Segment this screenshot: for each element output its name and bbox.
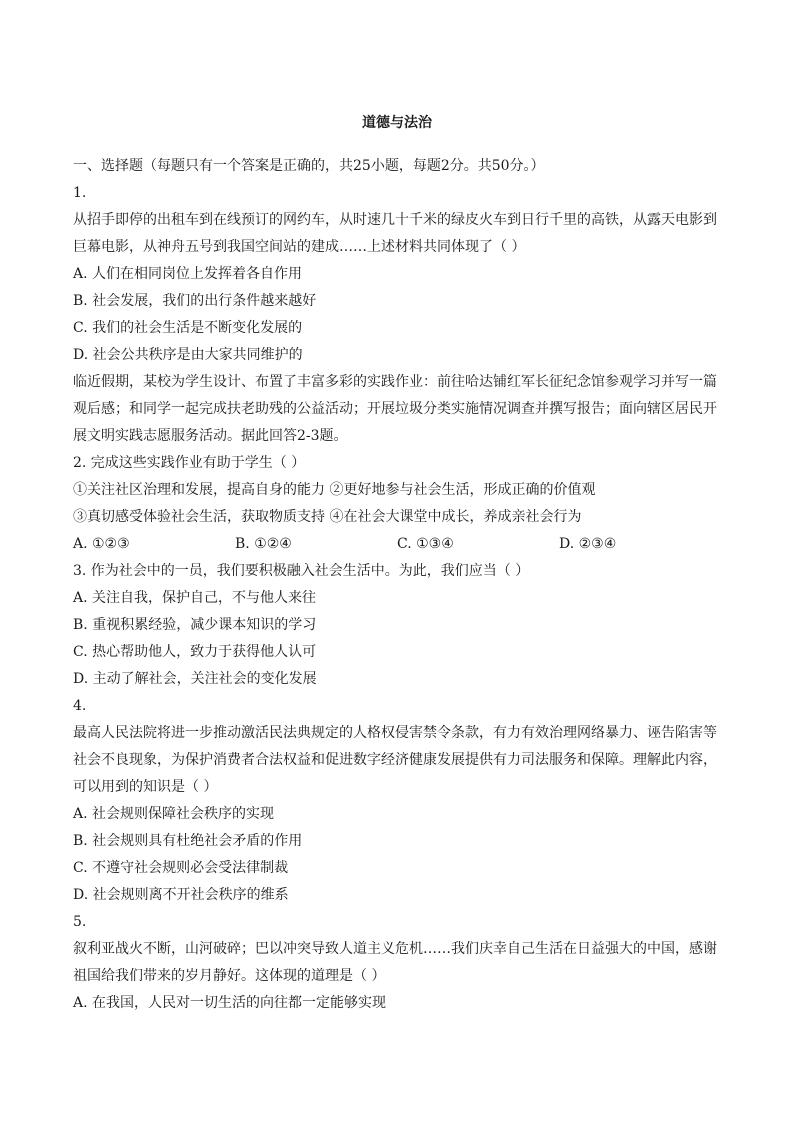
option-d: D. 主动了解社会，关注社会的变化发展 — [73, 671, 317, 687]
question-stem: 3. 作为社会中的一员，我们要积极融入社会生活中。为此，我们应当（ ） — [73, 563, 530, 579]
option-b: B. ①②④ — [235, 536, 292, 552]
option-c: C. 热心帮助他人，致力于获得他人认可 — [73, 644, 317, 660]
question-stem-line: 可以用到的知识是（ ） — [73, 779, 218, 795]
section-header: 一、选择题（每题只有一个答案是正确的，共25小题，每题2分。共50分。） — [73, 158, 545, 174]
material-line: 展文明实践志愿服务活动。据此回答2-3题。 — [73, 428, 348, 444]
question-4 — [73, 693, 721, 909]
question-stem-line: 社会不良现象，为保护消费者合法权益和促进数字经济健康发展提供有力司法服务和保障。理解此内容， — [73, 752, 717, 768]
option-b: B. 重视积累经验，减少课本知识的学习 — [73, 617, 317, 633]
option-a: A. 社会规则保障社会秩序的实现 — [73, 806, 275, 822]
option-b: B. 社会发展，我们的出行条件越来越好 — [73, 293, 317, 309]
option-a: A. 在我国，人民对一切生活的向往都一定能够实现 — [73, 995, 387, 1011]
question-number: 1. — [73, 185, 87, 201]
question-stem-line: 从招手即停的出租车到在线预订的网约车，从时速几十千米的绿皮火车到日行千里的高铁，从露天电影到 — [73, 212, 717, 228]
question-number: 4. — [73, 698, 87, 714]
question-3 — [73, 558, 721, 693]
question-5 — [73, 909, 721, 1017]
question-stem-line: 最高人民法院将进一步推动激活民法典规定的人格权侵害禁令条款，有力有效治理网络暴力、诬告陷害等 — [73, 725, 717, 741]
option-d: D. 社会规则离不开社会秩序的维系 — [73, 887, 289, 903]
option-b: B. 社会规则具有杜绝社会矛盾的作用 — [73, 833, 303, 849]
statement-line: ①关注社区治理和发展，提高自身的能力 ②更好地参与社会生活，形成正确的价值观 — [73, 482, 596, 498]
document-content — [73, 153, 721, 1017]
question-1 — [73, 180, 721, 369]
option-a: A. 关注自我，保护自己，不与他人来往 — [73, 590, 317, 606]
option-c: C. 我们的社会生活是不断变化发展的 — [73, 320, 303, 336]
shared-material — [73, 369, 721, 450]
material-line: 临近假期，某校为学生设计、布置了丰富多彩的实践作业：前往哈达铺红军长征纪念馆参观学习并写一篇 — [73, 374, 717, 390]
option-c: C. ①③④ — [397, 536, 454, 552]
option-a: A. ①②③ — [73, 536, 130, 552]
question-stem-line: 巨幕电影，从神舟五号到我国空间站的建成……上述材料共同体现了（ ） — [73, 239, 526, 255]
option-a: A. 人们在相同岗位上发挥着各自作用 — [73, 266, 303, 282]
option-d: D. 社会公共秩序是由大家共同维护的 — [73, 347, 303, 363]
page-title: 道德与法治 — [362, 115, 432, 131]
material-line: 观后感；和同学一起完成扶老助残的公益活动；开展垃圾分类实施情况调查并撰写报告；面向辖区居民开 — [73, 401, 717, 417]
question-stem-line: 叙利亚战火不断，山河破碎；巴以冲突导致人道主义危机……我们庆幸自己生活在日益强大的中国，感谢 — [73, 941, 717, 957]
options-row — [73, 531, 721, 558]
option-c: C. 不遵守社会规则必会受法律制裁 — [73, 860, 289, 876]
option-d: D. ②③④ — [559, 536, 617, 552]
question-2 — [73, 450, 721, 558]
question-number: 5. — [73, 914, 87, 930]
statement-line: ③真切感受体验社会生活，获取物质支持 ④在社会大课堂中成长，养成亲社会行为 — [73, 509, 582, 525]
question-stem-line: 祖国给我们带来的岁月静好。这体现的道理是（ ） — [73, 968, 386, 984]
question-stem: 2. 完成这些实践作业有助于学生（ ） — [73, 455, 306, 471]
